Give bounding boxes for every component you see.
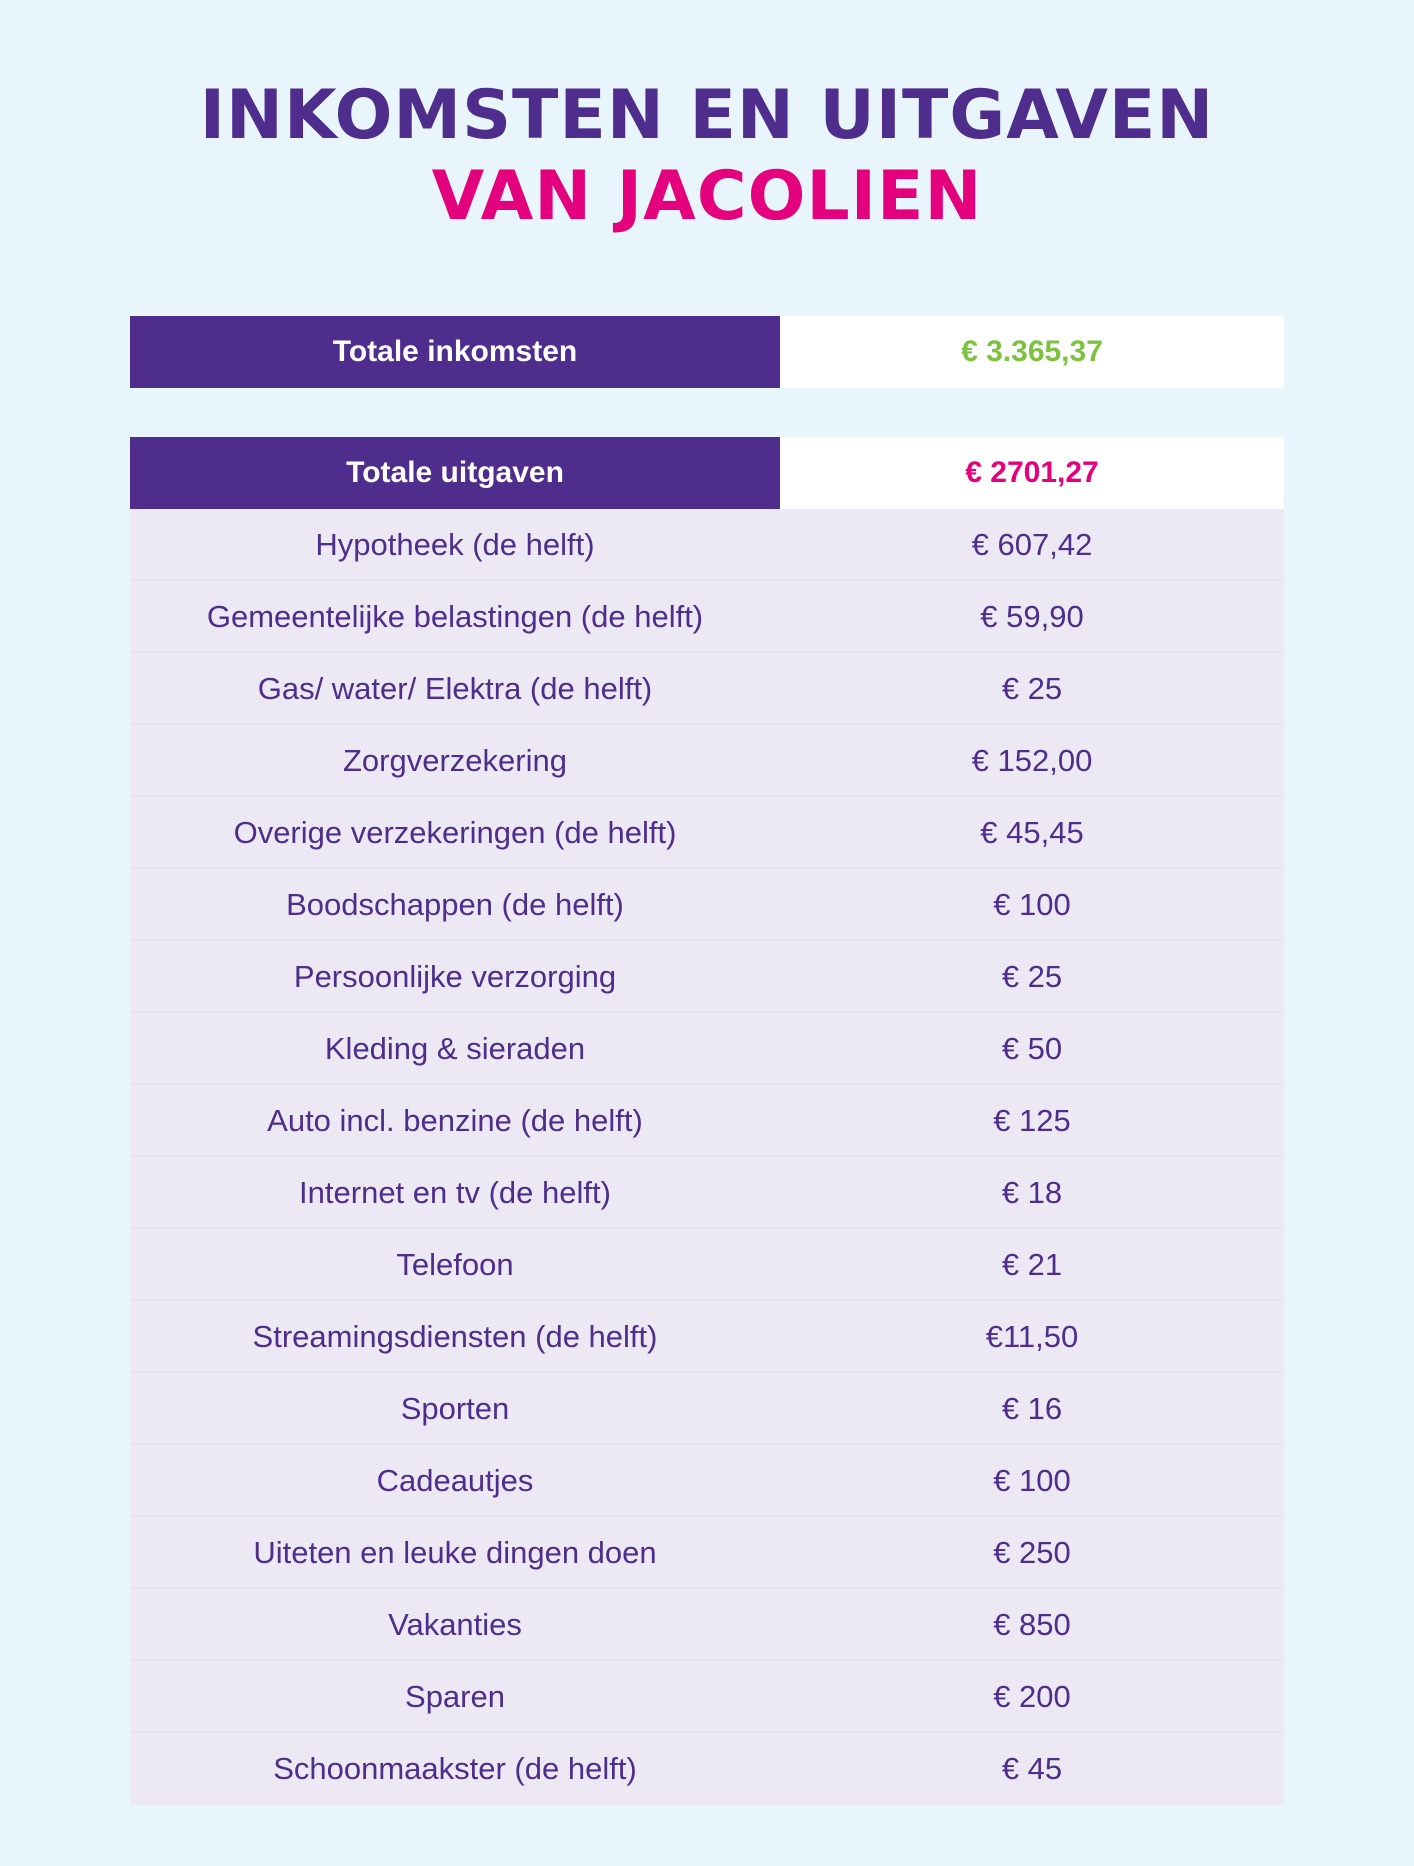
expense-list: [130, 509, 1284, 1805]
expense-amount: € 50: [1001, 1030, 1063, 1066]
expense-row: [130, 1229, 1284, 1301]
expense-amount: €11,50: [985, 1318, 1079, 1354]
expense-label: Boodschappen (de helft): [286, 886, 624, 922]
expense-row: [130, 653, 1284, 725]
expense-label: Gas/ water/ Elektra (de helft): [257, 670, 653, 706]
income-total-value: € 3.365,37: [780, 316, 1284, 388]
expense-label: Hypotheek (de helft): [315, 526, 595, 562]
expense-amount: € 850: [993, 1606, 1071, 1642]
expense-row: [130, 1661, 1284, 1733]
expense-label: Persoonlijke verzorging: [293, 958, 617, 994]
expense-amount: € 200: [993, 1678, 1071, 1714]
income-summary-row: [130, 316, 1284, 388]
expense-label: Sporten: [400, 1390, 510, 1426]
expense-row: [130, 1085, 1284, 1157]
expense-label: Telefoon: [396, 1246, 514, 1282]
expense-label: Internet en tv (de helft): [299, 1174, 611, 1210]
expense-label: Overige verzekeringen (de helft): [233, 814, 677, 850]
expense-label: Vakanties: [388, 1606, 522, 1642]
expense-amount: € 152,00: [971, 742, 1093, 778]
expense-row: [130, 581, 1284, 653]
expense-label: Kleding & sieraden: [324, 1030, 586, 1066]
expense-row: [130, 869, 1284, 941]
expense-row: [130, 1157, 1284, 1229]
expense-row: [130, 941, 1284, 1013]
expense-amount: € 45,45: [980, 814, 1084, 850]
expense-amount: € 100: [993, 886, 1071, 922]
expense-row: [130, 1517, 1284, 1589]
expense-row: [130, 1013, 1284, 1085]
expense-amount: € 59,90: [980, 598, 1084, 634]
expense-row: [130, 797, 1284, 869]
page-title: INKOMSTEN EN UITGAVEN: [199, 76, 1215, 155]
expense-amount: € 18: [1001, 1174, 1063, 1210]
expense-label: Sparen: [405, 1678, 505, 1714]
expense-row: [130, 1589, 1284, 1661]
expense-amount: € 16: [1001, 1390, 1063, 1426]
expense-total-value: € 2701,27: [780, 437, 1284, 509]
expense-amount: € 125: [993, 1102, 1071, 1138]
expense-amount: € 100: [993, 1462, 1071, 1498]
expense-label: Uiteten en leuke dingen doen: [253, 1534, 657, 1570]
expense-label: Streamingsdiensten (de helft): [252, 1318, 658, 1354]
expense-amount: € 21: [1001, 1246, 1063, 1282]
expense-row: [130, 1445, 1284, 1517]
expense-amount: € 607,42: [971, 526, 1093, 562]
expense-amount: € 45: [1001, 1751, 1063, 1786]
expense-row: [130, 1733, 1284, 1805]
expense-row: [130, 725, 1284, 797]
expense-summary-row: [130, 437, 1284, 509]
expense-label: Cadeautjes: [376, 1462, 534, 1498]
income-total-label: Totale inkomsten: [130, 316, 780, 388]
expense-label: Auto incl. benzine (de helft): [267, 1102, 643, 1138]
expense-row: [130, 1301, 1284, 1373]
expense-total-label: Totale uitgaven: [130, 437, 780, 509]
expense-amount: € 25: [1001, 670, 1063, 706]
expense-label: Schoonmaakster (de helft): [273, 1751, 637, 1786]
expense-label: Gemeentelijke belastingen (de helft): [206, 598, 704, 634]
expense-amount: € 250: [993, 1534, 1071, 1570]
expense-row: [130, 509, 1284, 581]
expense-row: [130, 1373, 1284, 1445]
expense-amount: € 25: [1001, 958, 1063, 994]
page-subtitle: VAN JACOLIEN: [431, 157, 983, 236]
expense-label: Zorgverzekering: [343, 742, 567, 778]
